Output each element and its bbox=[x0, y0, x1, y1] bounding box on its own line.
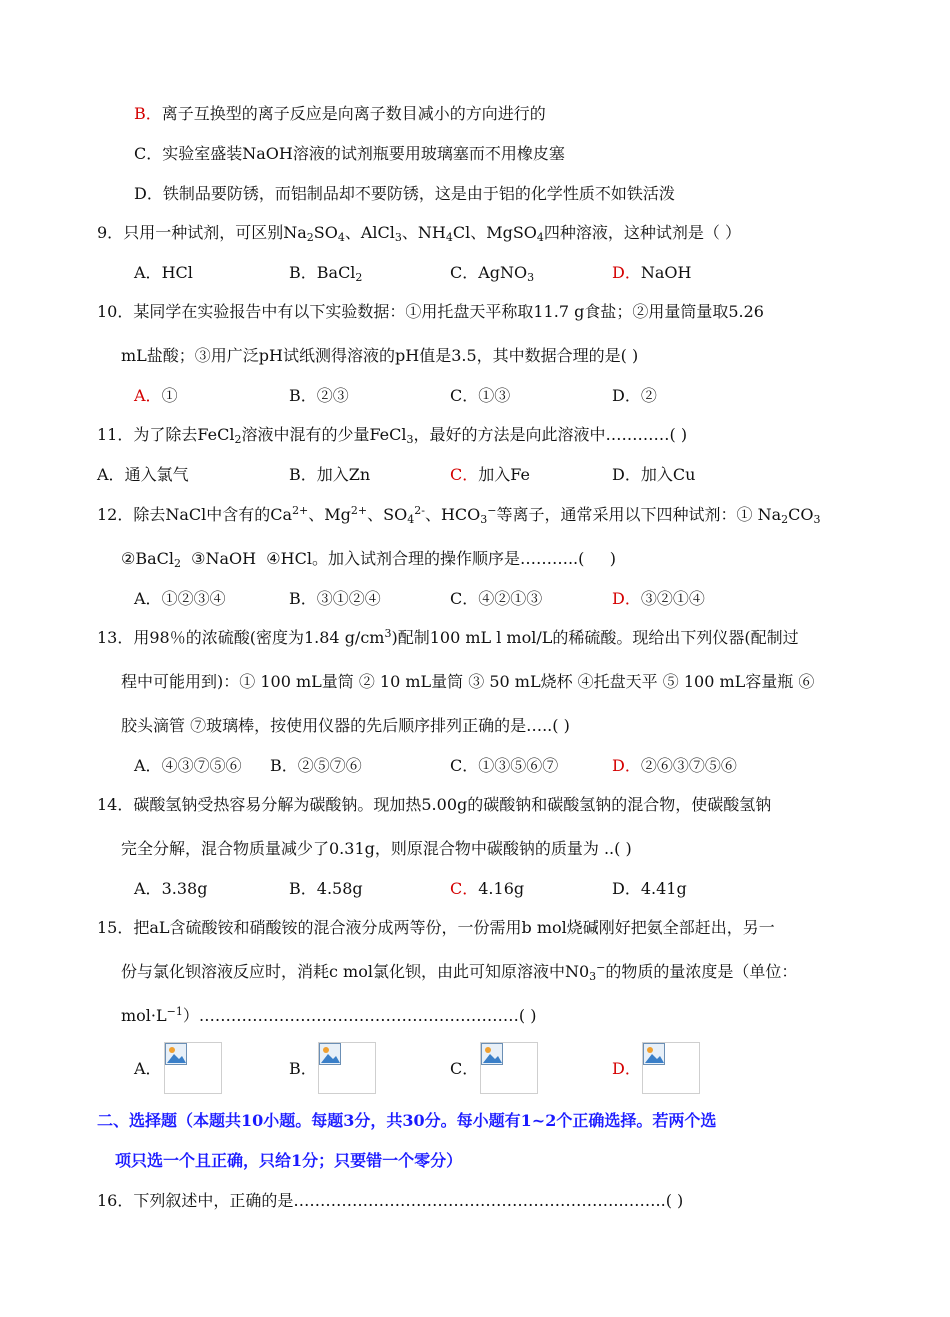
q12-sup: 2- bbox=[414, 504, 425, 517]
option-letter: C． bbox=[450, 756, 479, 775]
q8-option-b bbox=[134, 104, 546, 124]
q9-text: SO bbox=[313, 223, 338, 242]
q10-option-b bbox=[289, 386, 349, 406]
q14-option-b bbox=[289, 879, 363, 899]
option-letter: D． bbox=[612, 589, 641, 608]
option-letter: A． bbox=[134, 589, 162, 608]
q13-text: )配制100 mL l mol/L的稀硫酸。现给出下列仪器(配制过 bbox=[391, 628, 799, 647]
q9-stem bbox=[97, 223, 741, 243]
option-text: 加入Fe bbox=[478, 465, 530, 484]
option-text: ① bbox=[161, 386, 178, 405]
q14-stem-line1 bbox=[97, 795, 771, 815]
q15-stem-line3 bbox=[121, 1006, 536, 1026]
q10-stem-line1 bbox=[97, 302, 764, 322]
q15-sup: − bbox=[596, 961, 606, 974]
q13-option-c bbox=[450, 756, 558, 776]
q9-sub: 2 bbox=[306, 231, 314, 244]
q13-stem-line2: 程中可能用到)：① 100 mL量筒 ② 10 mL量筒 ③ 50 mL烧杯 ④托盘天平 ⑤ 100 mL容量瓶 ⑥ bbox=[121, 672, 815, 691]
q12-option-a bbox=[134, 589, 226, 609]
q8-option-b-letter: B． bbox=[134, 104, 162, 123]
q12-option-d bbox=[612, 589, 705, 609]
q13-stem-line1 bbox=[97, 628, 799, 648]
q12-stem-line1 bbox=[97, 505, 821, 525]
option-sub: 2 bbox=[355, 271, 363, 284]
q12-sub: 2 bbox=[174, 557, 181, 570]
q16-stem bbox=[97, 1191, 683, 1211]
option-text: ④③⑦⑤⑥ bbox=[161, 756, 242, 775]
section2-heading-line2: 项只选一个且正确，只给1分；只要错一个零分） bbox=[115, 1151, 463, 1170]
option-text: NaOH bbox=[640, 263, 692, 282]
q13-option-a bbox=[134, 756, 242, 776]
q15-option-c-image bbox=[480, 1042, 538, 1094]
q15-text: ）……………………………………………………( ) bbox=[182, 1006, 537, 1025]
q11-option-b bbox=[289, 465, 370, 485]
option-text: ③①②④ bbox=[316, 589, 381, 608]
option-letter: B． bbox=[289, 386, 317, 405]
option-letter: A． bbox=[134, 879, 162, 898]
q12-option-c bbox=[450, 589, 542, 609]
q15-text: 把aL含硫酸铵和硝酸铵的混合液分成两等份，一份需用b mol烧碱刚好把氨全部赶出，另一 bbox=[133, 918, 775, 937]
option-letter: B． bbox=[270, 756, 298, 775]
q13-number: 13． bbox=[97, 628, 134, 647]
q12-option-b bbox=[289, 589, 381, 609]
q12-text: 等离子，通常采用以下四种试剂：① Na bbox=[496, 505, 782, 524]
q14-stem-line2: 完全分解，混合物质量减少了0.31g，则原混合物中碳酸钠的质量为 ..( ) bbox=[121, 839, 632, 858]
q15-option-b-image bbox=[318, 1042, 376, 1094]
option-letter: C． bbox=[450, 589, 479, 608]
option-text: HCl bbox=[161, 263, 193, 282]
q13-stem-line3: 胶头滴管 ⑦玻璃棒，按使用仪器的先后顺序排列正确的是…..( ) bbox=[121, 716, 570, 735]
q13-option-d bbox=[612, 756, 737, 776]
q13-sup: 3 bbox=[384, 627, 392, 640]
q10-option-a bbox=[134, 386, 178, 406]
q12-text: CO bbox=[788, 505, 814, 524]
q11-stem bbox=[97, 425, 687, 445]
q8-option-d bbox=[134, 184, 675, 204]
option-letter: B． bbox=[289, 879, 317, 898]
q14-number: 14． bbox=[97, 795, 134, 814]
q15-sub: 3 bbox=[589, 970, 597, 983]
q8-option-d-text: 铁制品要防锈，而铝制品却不要防锈，这是由于铝的化学性质不如铁活泼 bbox=[162, 184, 675, 203]
q15-option-d-image bbox=[642, 1042, 700, 1094]
option-letter: A． bbox=[134, 386, 162, 405]
q12-text: ②BaCl bbox=[121, 549, 174, 568]
q16-text: 下列叙述中，正确的是……………………………………………………..……..( ) bbox=[133, 1191, 684, 1210]
q8-option-c bbox=[134, 144, 565, 164]
q10-option-c bbox=[450, 386, 510, 406]
option-letter: A． bbox=[134, 756, 162, 775]
q8-option-c-letter: C． bbox=[134, 144, 163, 163]
q10-text: 某同学在实验报告中有以下实验数据：①用托盘天平称取11.7 g食盐；②用量筒量取5.26 bbox=[133, 302, 764, 321]
option-letter: D． bbox=[612, 879, 641, 898]
q12-number: 12． bbox=[97, 505, 134, 524]
q16-number: 16． bbox=[97, 1191, 134, 1210]
q15-option-d-letter: D． bbox=[612, 1059, 641, 1078]
q10-stem-line2: mL盐酸；③用广泛pH试纸测得溶液的pH值是3.5，其中数据合理的是( ) bbox=[121, 346, 639, 365]
option-text: ①③⑤⑥⑦ bbox=[478, 756, 559, 775]
q12-text: 、Mg bbox=[308, 505, 351, 524]
q9-text: 四种溶液，这种试剂是（ ） bbox=[543, 223, 741, 242]
option-letter: C． bbox=[450, 263, 479, 282]
broken-image-icon bbox=[165, 1043, 187, 1065]
q12-text: 、SO bbox=[367, 505, 408, 524]
option-letter: A． bbox=[134, 263, 162, 282]
section2-heading-line1: 二、选择题（本题共10小题。每题3分，共30分。每小题有1~2个正确选择。若两个选 bbox=[97, 1111, 717, 1130]
q12-text: 、HCO bbox=[424, 505, 481, 524]
q12-sub: 2 bbox=[781, 513, 789, 526]
q14-option-c bbox=[450, 879, 524, 899]
option-text: ②⑥③⑦⑤⑥ bbox=[640, 756, 737, 775]
q12-text: 除去NaCl中含有的Ca bbox=[133, 505, 293, 524]
q12-sub: 3 bbox=[813, 513, 821, 526]
broken-image-icon bbox=[319, 1043, 341, 1065]
option-text: 4.58g bbox=[316, 879, 363, 898]
q11-text: 溶液中混有的少量FeCl bbox=[241, 425, 407, 444]
q15-stem-line1 bbox=[97, 918, 775, 938]
option-text: ②⑤⑦⑥ bbox=[297, 756, 362, 775]
q15-sup: −1 bbox=[166, 1005, 183, 1018]
option-letter: C． bbox=[450, 465, 479, 484]
option-letter: C． bbox=[450, 386, 479, 405]
q11-option-d bbox=[612, 465, 695, 485]
q9-sub: 4 bbox=[337, 231, 345, 244]
q9-text: Cl、MgSO bbox=[452, 223, 537, 242]
broken-image-icon bbox=[481, 1043, 503, 1065]
option-letter: A． bbox=[97, 465, 125, 484]
q12-sub: 3 bbox=[480, 513, 488, 526]
option-text: ①②③④ bbox=[161, 589, 226, 608]
option-text: ②③ bbox=[316, 386, 349, 405]
q10-number: 10． bbox=[97, 302, 134, 321]
q12-sup: − bbox=[487, 504, 497, 517]
option-letter: D． bbox=[612, 263, 641, 282]
option-letter: B． bbox=[289, 589, 317, 608]
q15-option-a-image bbox=[164, 1042, 222, 1094]
option-letter: B． bbox=[289, 263, 317, 282]
q15-option-c-letter: C． bbox=[450, 1059, 479, 1078]
q15-option-a-letter: A． bbox=[134, 1059, 162, 1078]
q9-text: 、AlCl bbox=[344, 223, 395, 242]
q9-sub: 4 bbox=[445, 231, 453, 244]
option-text: 加入Zn bbox=[316, 465, 371, 484]
q13-option-b bbox=[270, 756, 362, 776]
q12-sub: 4 bbox=[407, 513, 415, 526]
q15-option-b-letter: B． bbox=[289, 1059, 317, 1078]
q15-stem-line2 bbox=[121, 962, 797, 982]
q8-option-b-text: 离子互换型的离子反应是向离子数目减小的方向进行的 bbox=[161, 104, 546, 123]
q12-stem-line2 bbox=[121, 549, 616, 569]
q12-text: ③NaOH ④HCl。加入试剂合理的操作顺序是………..( ) bbox=[181, 549, 617, 568]
option-text: 4.41g bbox=[640, 879, 687, 898]
option-letter: B． bbox=[289, 465, 317, 484]
q15-text: 的物质的量浓度是（单位： bbox=[605, 962, 798, 981]
q10-option-d bbox=[612, 386, 657, 406]
option-letter: D． bbox=[612, 386, 641, 405]
q9-sub: 4 bbox=[536, 231, 544, 244]
q9-option-b bbox=[289, 263, 362, 283]
option-text: 通入氯气 bbox=[124, 465, 189, 484]
q14-option-a bbox=[134, 879, 207, 899]
q12-sup: 2+ bbox=[350, 504, 368, 517]
option-letter: D． bbox=[612, 756, 641, 775]
q11-number: 11． bbox=[97, 425, 134, 444]
q14-text: 碳酸氢钠受热容易分解为碳酸钠。现加热5.00g的碳酸钠和碳酸氢钠的混合物，使碳酸氢钠 bbox=[133, 795, 772, 814]
q15-number: 15． bbox=[97, 918, 134, 937]
q9-sub: 3 bbox=[394, 231, 402, 244]
q12-sup: 2+ bbox=[292, 504, 309, 517]
q11-sub: 2 bbox=[234, 433, 242, 446]
q13-text: 用98％的浓硫酸(密度为1.84 g/cm bbox=[133, 628, 385, 647]
q9-option-c bbox=[450, 263, 534, 283]
q8-option-d-letter: D． bbox=[134, 184, 163, 203]
option-text: ④②①③ bbox=[478, 589, 543, 608]
q11-sub: 3 bbox=[406, 433, 414, 446]
q8-option-c-text: 实验室盛装NaOH溶液的试剂瓶要用玻璃塞而不用橡皮塞 bbox=[162, 144, 565, 163]
q11-text: 为了除去FeCl bbox=[133, 425, 235, 444]
option-text: ①③ bbox=[478, 386, 511, 405]
option-letter: D． bbox=[612, 465, 641, 484]
q9-text: 、NH bbox=[401, 223, 446, 242]
q15-text: 份与氯化钡溶液反应时，消耗c mol氯化钡，由此可知原溶液中N0 bbox=[121, 962, 590, 981]
q14-option-d bbox=[612, 879, 687, 899]
option-text: BaCl bbox=[316, 263, 356, 282]
q9-option-d bbox=[612, 263, 691, 283]
option-text: 3.38g bbox=[161, 879, 208, 898]
option-text: ③②①④ bbox=[640, 589, 705, 608]
q11-option-a bbox=[97, 465, 189, 485]
option-text: 加入Cu bbox=[640, 465, 696, 484]
q15-text: mol·L bbox=[121, 1006, 167, 1025]
option-letter: C． bbox=[450, 879, 479, 898]
option-text: ② bbox=[640, 386, 657, 405]
option-text: AgNO bbox=[478, 263, 528, 282]
option-sub: 3 bbox=[527, 271, 535, 284]
q9-number: 9． bbox=[97, 223, 124, 242]
q9-option-a bbox=[134, 263, 193, 283]
broken-image-icon bbox=[643, 1043, 665, 1065]
q9-text: 只用一种试剂，可区别Na bbox=[123, 223, 307, 242]
q11-option-c bbox=[450, 465, 530, 485]
q11-text: ，最好的方法是向此溶液中…………( ) bbox=[413, 425, 688, 444]
option-text: 4.16g bbox=[478, 879, 525, 898]
